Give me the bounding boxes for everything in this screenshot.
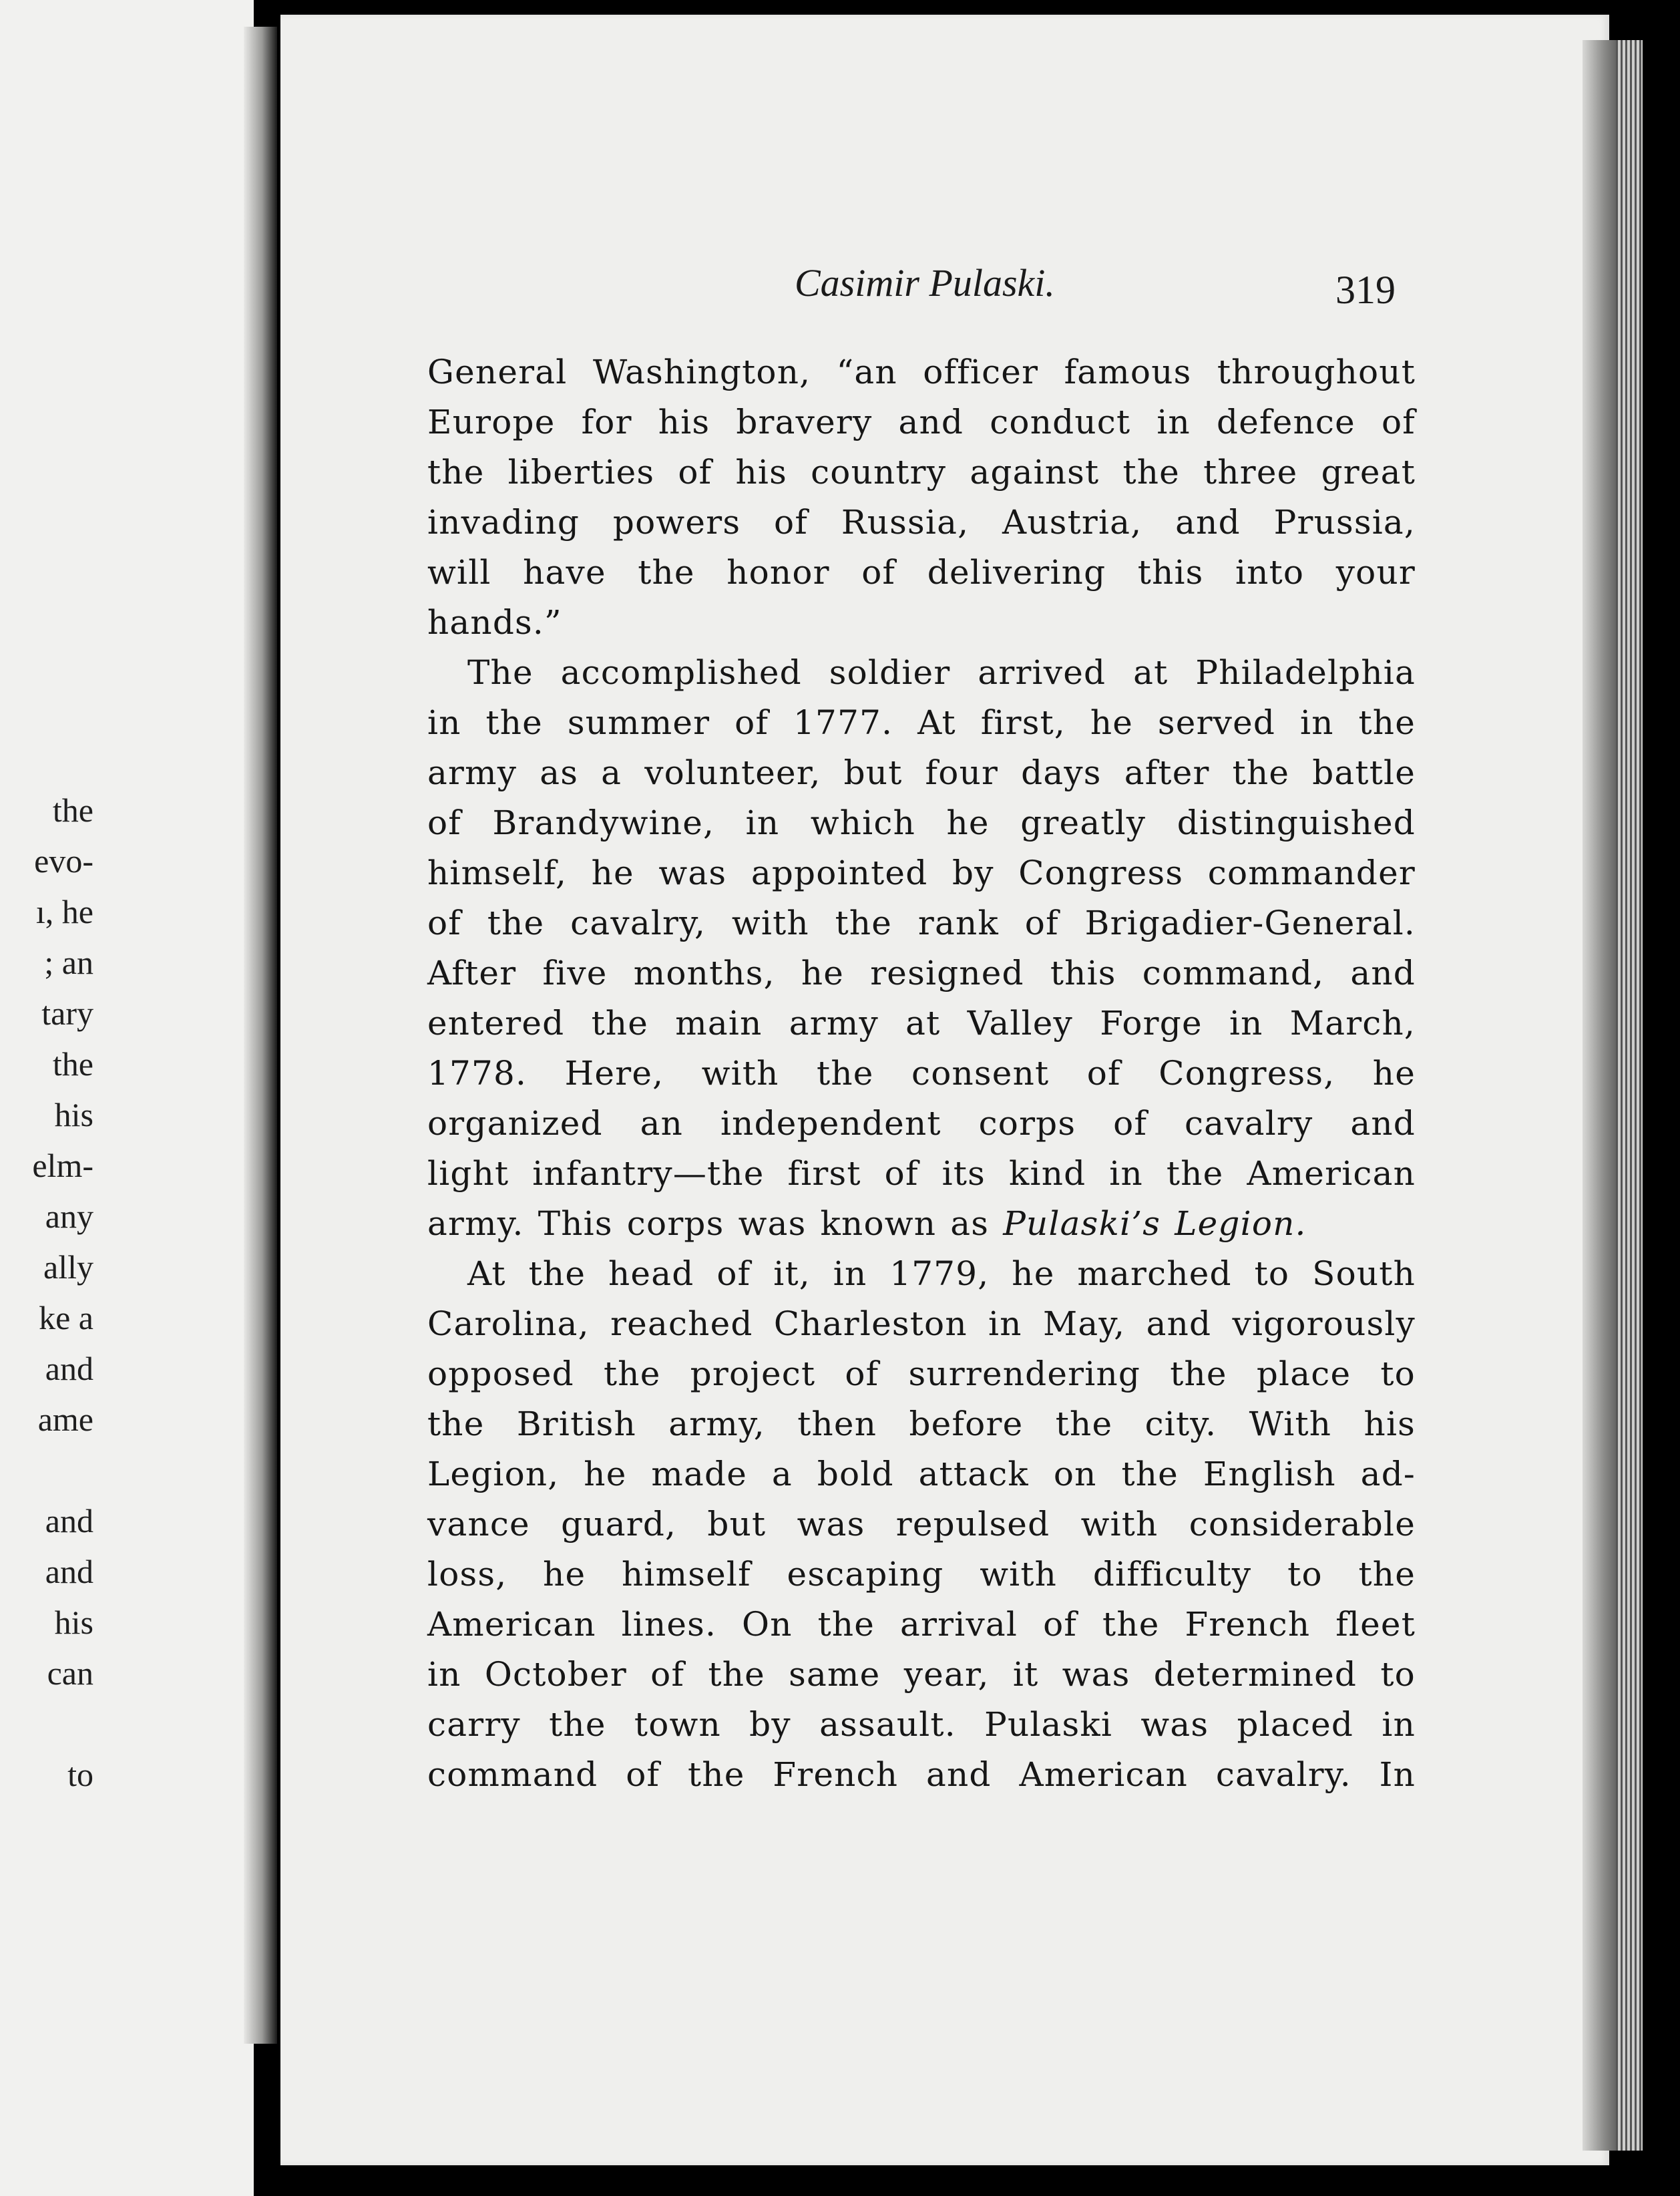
left-line: the [52, 791, 93, 829]
text-line: opposed the project of surrendering the place to [427, 1354, 1416, 1393]
text-line: invading powers of Russia, Austria, and Prussia, [427, 503, 1416, 542]
left-line: his [54, 1604, 93, 1641]
left-line: his [54, 1096, 93, 1133]
left-page-text [0, 785, 93, 1800]
text-line: hands.” [427, 603, 562, 642]
text-line: of the cavalry, with the rank of Brigadier-General. [427, 904, 1416, 942]
left-line: can [47, 1654, 93, 1692]
text-line: the British army, then before the city. With his [427, 1405, 1416, 1443]
text-line: Europe for his bravery and conduct in defence of [427, 403, 1416, 441]
text-line-start: army. This corps was known as [427, 1204, 990, 1243]
text-line: carry the town by assault. Pulaski was placed in [427, 1705, 1416, 1744]
text-line: entered the main army at Valley Forge in March, [427, 1004, 1416, 1043]
left-line: and [45, 1553, 93, 1590]
page-stack-edges [1616, 40, 1643, 2151]
body-text [427, 347, 1416, 1800]
page-number: 319 [1335, 268, 1396, 312]
left-line: tary [41, 994, 93, 1032]
text-line: light infantry—the first of its kind in the American [427, 1154, 1416, 1193]
paragraph [427, 347, 1416, 648]
left-line: ame [37, 1401, 93, 1438]
italic-term: Pulaski’s Legion. [1003, 1204, 1307, 1243]
text-line: Carolina, reached Charleston in May, and vigorously [427, 1304, 1416, 1343]
left-line: evo- [34, 842, 93, 880]
left-line: the [52, 1045, 93, 1083]
text-line: At the head of it, in 1779, he marched to South [467, 1254, 1416, 1293]
text-line: Legion, he made a bold attack on the English ad- [427, 1455, 1416, 1493]
left-line: and [45, 1350, 93, 1387]
left-line [0, 1445, 93, 1495]
left-line: ı, he [35, 893, 93, 930]
book-gutter [244, 27, 277, 2044]
text-line: American lines. On the arrival of the French fleet [427, 1605, 1416, 1644]
text-line: himself, he was appointed by Congress commander [427, 854, 1416, 892]
left-line: elm- [32, 1147, 93, 1184]
text-line: The accomplished soldier arrived at Philadelphia [467, 653, 1416, 692]
text-line: loss, he himself escaping with difficulty to the [427, 1555, 1416, 1594]
text-line [427, 1199, 1416, 1249]
text-line: General Washington, “an officer famous throughout [427, 353, 1416, 391]
text-line: in October of the same year, it was determined to [427, 1655, 1416, 1694]
text-line: will have the honor of delivering this into your [427, 553, 1416, 592]
text-line: organized an independent corps of cavalry and [427, 1104, 1416, 1143]
left-line: ke a [39, 1299, 93, 1336]
paragraph [427, 648, 1416, 1249]
text-line: 1778. Here, with the consent of Congress, he [427, 1054, 1416, 1093]
text-line: army as a volunteer, but four days after the battle [427, 753, 1416, 792]
left-line: to [67, 1756, 93, 1793]
text-line: the liberties of his country against the three great [427, 453, 1416, 492]
left-line [0, 1698, 93, 1749]
running-head: Casimir Pulaski. [795, 261, 1055, 305]
left-line: any [45, 1198, 93, 1235]
paragraph [427, 1249, 1416, 1800]
text-line: command of the French and American cavalry. In [427, 1755, 1416, 1794]
left-page [0, 0, 254, 2196]
left-line: and [45, 1502, 93, 1539]
left-line: ; an [44, 944, 93, 981]
text-line: in the summer of 1777. At first, he served in the [427, 703, 1416, 742]
left-line: ally [43, 1248, 93, 1286]
text-line: of Brandywine, in which he greatly distinguished [427, 803, 1416, 842]
text-line: After five months, he resigned this command, and [427, 954, 1416, 992]
text-line: vance guard, but was repulsed with considerable [427, 1505, 1416, 1543]
